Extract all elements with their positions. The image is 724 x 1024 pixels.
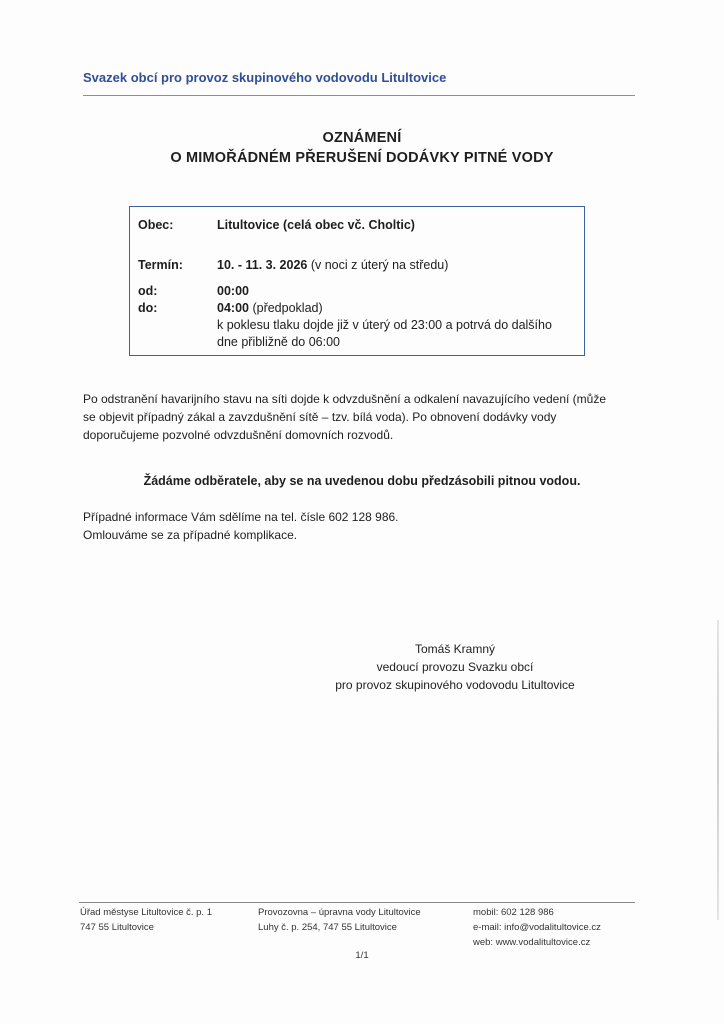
footer-divider (79, 902, 635, 903)
title-subject: O MIMOŘÁDNÉM PŘERUŠENÍ DODÁVKY PITNÉ VODY (170, 150, 554, 166)
info-line: Případné informace Vám sdělíme na tel. čísle 602 128 986. (83, 510, 399, 524)
pressure-note-line2: dne přibližně do 06:00 (217, 335, 341, 349)
contact-info (83, 508, 643, 544)
footer-web: web: www.vodalitultovice.cz (473, 937, 591, 948)
do-value (217, 300, 577, 317)
footer-line: Úřad městyse Litultovice č. p. 1 (80, 907, 212, 918)
do-label: do: (138, 301, 158, 315)
footer-email: e-mail: info@vodalitultovice.cz (473, 922, 601, 933)
do-time: 04:00 (217, 301, 249, 315)
obec-value: Litultovice (celá obec vč. Choltic) (217, 218, 415, 232)
body-paragraph (83, 390, 643, 444)
outage-info-box (129, 206, 585, 356)
termin-value (217, 257, 577, 274)
paragraph-line: se objevit případný zákal a zavzdušnění sítě – tzv. bílá voda). Po obnovení dodávky vody (83, 410, 557, 424)
termin-date: 10. - 11. 3. 2026 (217, 258, 308, 272)
page-number: 1/1 (355, 950, 369, 961)
pressure-note-line1: k poklesu tlaku dojde již v úterý od 23:00 a potrvá do dalšího (217, 318, 552, 332)
header-divider (83, 95, 635, 96)
title-announcement: OZNÁMENÍ (322, 130, 402, 146)
apology-line: Omlouváme se za případné komplikace. (83, 528, 298, 542)
od-label: od: (138, 284, 158, 298)
signatory-role: vedoucí provozu Svazku obcí (376, 660, 534, 674)
scan-edge-shadow (717, 620, 719, 920)
do-note: (předpoklad) (248, 301, 323, 315)
paragraph-line: doporučujeme pozvolné odvzdušnění domovních rozvodů. (83, 428, 394, 442)
footer-line: Luhy č. p. 254, 747 55 Litultovice (258, 922, 397, 933)
footer-line: 747 55 Litultovice (80, 922, 154, 933)
footer-plant-address (258, 905, 421, 935)
organization-header: Svazek obcí pro provoz skupinového vodovodu Litultovice (83, 70, 447, 85)
paragraph-line: Po odstranění havarijního stavu na síti dojde k odvzdušnění a odkalení navazujícího vedení (může (83, 392, 606, 406)
footer-phone: mobil: 602 128 986 (473, 907, 554, 918)
footer-office-address (80, 905, 212, 935)
termin-label: Termín: (138, 258, 183, 272)
footer-contacts (473, 905, 601, 950)
signatory-name: Tomáš Kramný (414, 642, 496, 656)
footer-line: Provozovna – úpravna vody Litultovice (258, 907, 421, 918)
termin-note: (v noci z úterý na středu) (307, 258, 449, 272)
obec-label: Obec: (138, 218, 174, 232)
request-statement: Žádáme odběratele, aby se na uvedenou dobu předzásobili pitnou vodou. (143, 474, 581, 488)
signatory-role: pro provoz skupinového vodovodu Litultovice (335, 678, 575, 692)
signature-block (290, 640, 620, 694)
od-value: 00:00 (217, 284, 249, 298)
